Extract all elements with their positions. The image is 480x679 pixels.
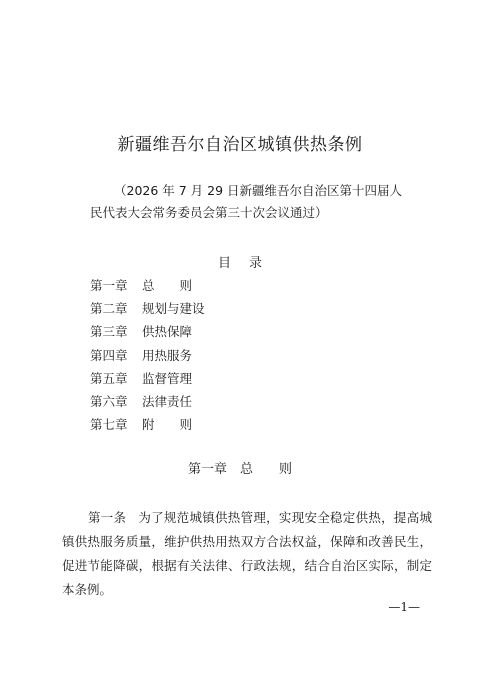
article-paragraph [62, 506, 432, 602]
toc-item-title: 监督管理 [142, 370, 193, 386]
toc-item-number: 第三章 [90, 324, 128, 340]
toc-item-title: 供热保障 [142, 324, 193, 340]
toc-item-number: 第四章 [90, 347, 128, 363]
toc-item-number: 第五章 [90, 370, 128, 386]
adoption-note-line-1: （2026 年 7 月 29 日新疆维吾尔自治区第十四届人 [114, 183, 403, 198]
document-title: 新疆维吾尔自治区城镇供热条例 [117, 135, 363, 155]
toc-item-title: 总 则 [142, 278, 193, 293]
toc-item-number: 第一章 [90, 278, 128, 293]
toc-item-chapter-6 [90, 390, 390, 413]
adoption-note [90, 180, 420, 224]
toc-item-title: 用热服务 [142, 347, 193, 363]
adoption-note-line-2: 民代表大会常务委员会第三十次会议通过） [90, 205, 328, 220]
toc-item-number: 第二章 [90, 301, 128, 317]
toc-item-number: 第六章 [90, 393, 128, 409]
toc-item-chapter-4 [90, 344, 390, 367]
toc-heading [0, 252, 480, 271]
article-text: 为了规范城镇供热管理，实现安全稳定供热，提高城镇供热服务质量，维护供热用热双方合法权益，保障和改善民生，促进节能降碳，根据有关法律、行政法规，结合自治区实际，制定本条例。 [62, 510, 432, 597]
table-of-contents [90, 274, 390, 436]
chapter-heading: 第一章 总 则 [187, 462, 292, 477]
toc-heading-char-1: 目 [217, 256, 231, 271]
toc-item-chapter-3 [90, 320, 390, 343]
toc-item-chapter-7 [90, 413, 390, 436]
toc-item-chapter-5 [90, 367, 390, 390]
toc-heading-char-2: 录 [249, 256, 263, 271]
article-number: 第一条 [88, 510, 127, 525]
page-number: —1— [388, 600, 420, 614]
toc-item-title: 附 则 [142, 417, 193, 433]
toc-item-title: 法律责任 [142, 393, 193, 409]
toc-item-chapter-2 [90, 297, 390, 320]
toc-item-chapter-1 [90, 274, 390, 297]
toc-item-number: 第七章 [90, 417, 128, 433]
toc-item-title: 规划与建设 [142, 301, 205, 317]
